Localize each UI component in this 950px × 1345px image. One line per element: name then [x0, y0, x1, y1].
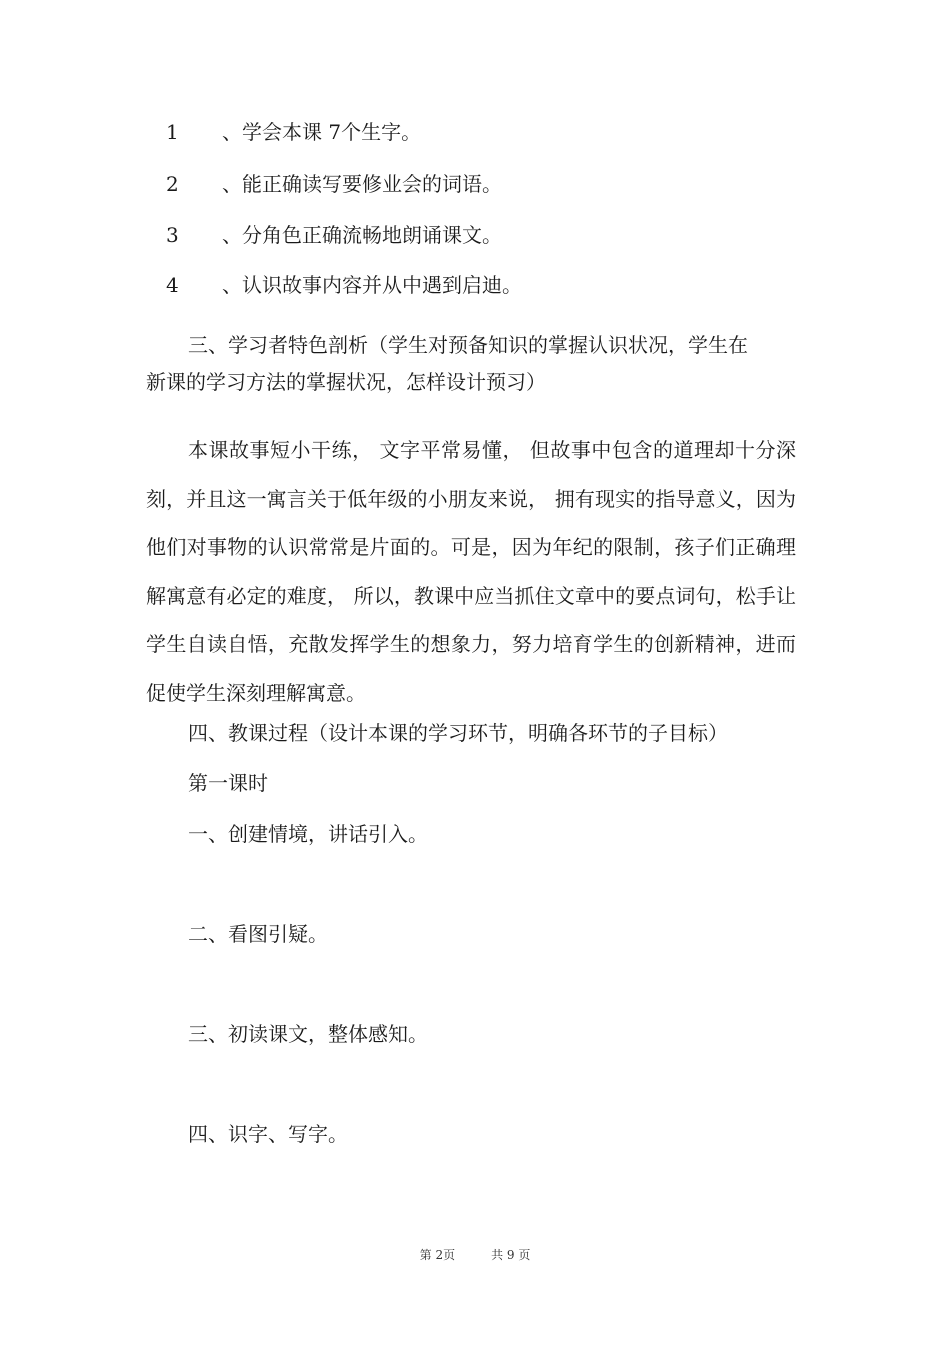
objective-item	[166, 120, 421, 144]
objective-number: 1	[166, 120, 179, 144]
step-item: 三、初读课文，整体感知。	[188, 1022, 428, 1046]
objective-text: 、分角色正确流畅地朗诵课文。	[222, 223, 502, 247]
lesson-label: 第一课时	[188, 771, 268, 795]
page-number: 第 2页	[419, 1248, 456, 1262]
objective-text: 、能正确读写要修业会的词语。	[222, 172, 502, 196]
objective-item	[166, 273, 522, 297]
objective-number: 3	[166, 223, 179, 247]
objective-item	[166, 223, 502, 247]
section3-heading-line2: 新课的学习方法的掌握状况，怎样设计预习）	[146, 370, 546, 394]
objective-item	[166, 172, 502, 196]
objective-number: 2	[166, 172, 179, 196]
section4-heading: 四、教课过程（设计本课的学习环节，明确各环节的子目标）	[188, 721, 728, 745]
page-footer	[0, 1247, 950, 1263]
section3-body: 本课故事短小干练， 文字平常易懂， 但故事中包含的道理却十分深刻，并且这一寓言关于低年级的小朋友来说， 拥有现实的指导意义，因为他们对事物的认识常常是片面的。可是，因为年纪的限制，孩子们正确理解寓意有必定的难度， 所以，教课中应当抓住文章中的要点词句，松手让学生自读自悟，充散发挥学生的想象力，努力培育学生的创新精神，进而促使学生深刻理解寓意。	[146, 438, 796, 705]
objective-text: 、认识故事内容并从中遇到启迪。	[222, 273, 522, 297]
step-item: 一、创建情境，讲话引入。	[188, 822, 428, 846]
page-total: 共 9 页	[491, 1248, 531, 1262]
step-item: 二、看图引疑。	[188, 922, 328, 946]
section3-heading-line1: 三、学习者特色剖析（学生对预备知识的掌握认识状况，学生在	[188, 333, 748, 357]
step-item: 四、识字、写字。	[188, 1122, 348, 1146]
objective-number: 4	[166, 273, 179, 297]
objective-text: 、学会本课 7个生字。	[222, 120, 422, 144]
